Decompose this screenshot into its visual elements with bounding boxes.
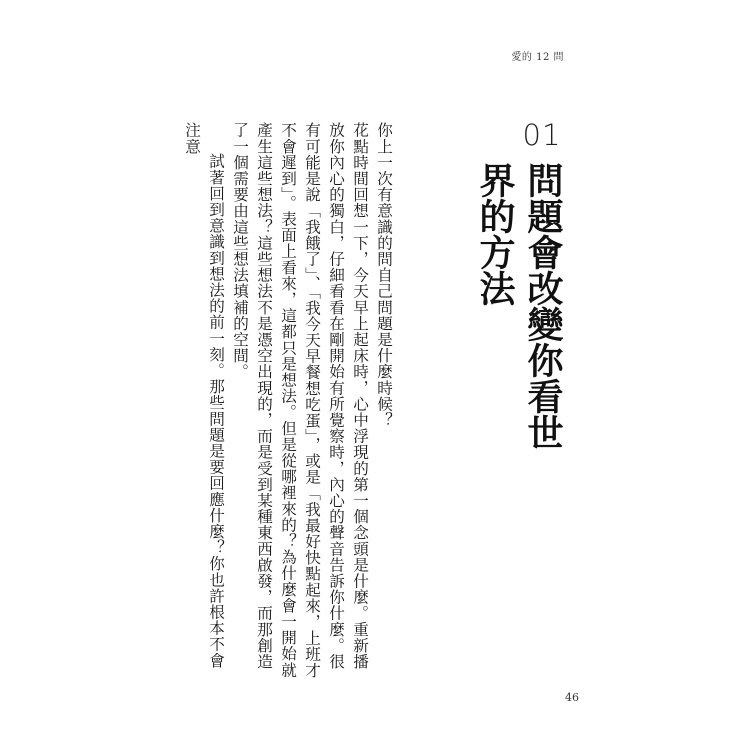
page-number: 46 bbox=[565, 691, 579, 704]
chapter-number: 01 bbox=[522, 118, 562, 152]
paragraph-1: 你上一次有意識的問自己問題是什麼時候？ bbox=[375, 122, 393, 428]
body-text bbox=[183, 122, 396, 682]
paragraph-3: 試著回到意識到想法的前一刻。那些問題是要回應什麼？你也許根本不會注意 bbox=[183, 122, 225, 669]
paragraph-2: 花點時間回想一下，今天早上起床時，心中浮現的第一個念頭是什麼。重新播放你內心的獨白，仔細看看在剛開始有所覺察時，內心的聲音告訴你什麼。很有可能是說「我餓了」、「我今天早餐想吃蛋」，或是「我最好快點起來，上班才不會遲到」。表面上看來，這都只是想法。但是從哪裡來的？為什麼會一開始就產生這些想法？這些想法不是憑空出現的，而是受到某種東西啟發，而那創造了一個需要由這些想法填補的空間。 bbox=[231, 122, 369, 679]
chapter-title: 問題會改變你看世界的方法 bbox=[474, 162, 563, 450]
running-header: 愛的 12 問 bbox=[511, 52, 564, 63]
